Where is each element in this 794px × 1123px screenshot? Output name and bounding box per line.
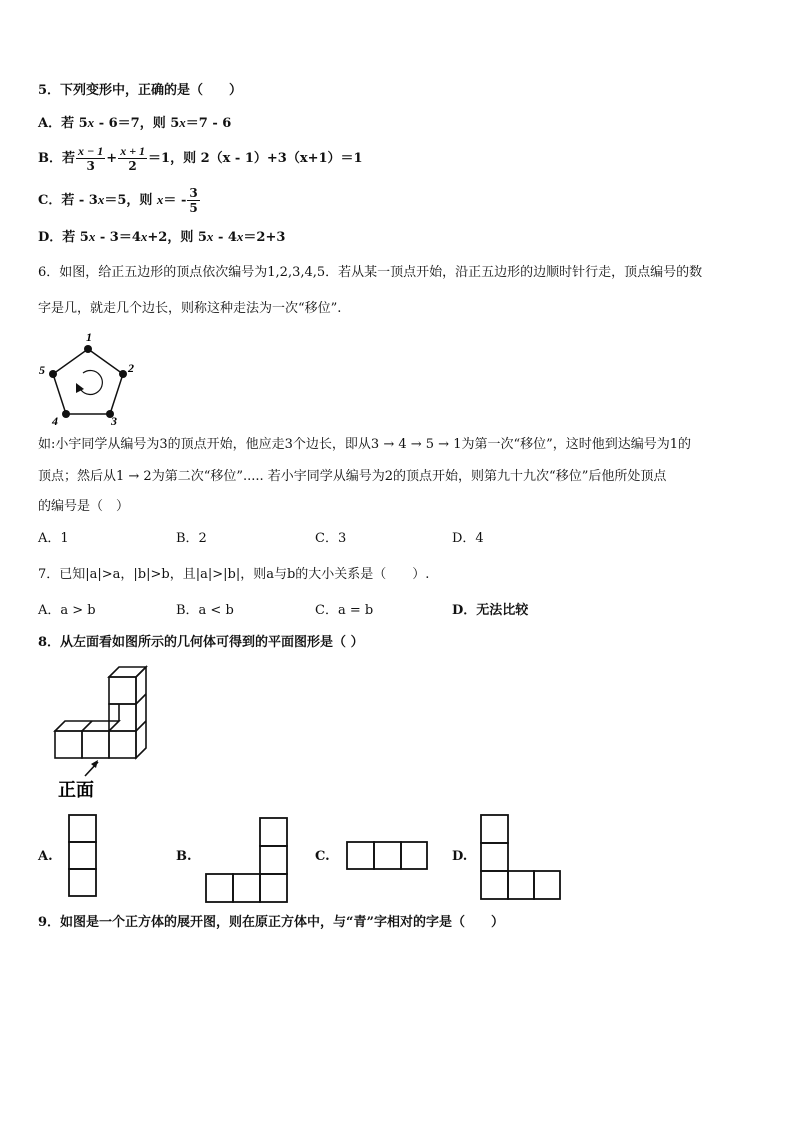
fraction: $\frac{3}{5}$ [189,186,198,215]
vertex-label-5: 5 [39,363,45,377]
q8-option-b-label[interactable]: B. [176,849,192,864]
vertex-label-2: 2 [128,361,134,375]
fraction: $\frac{x + 1}{2}$ [120,144,146,173]
q5-option-d[interactable]: D．若 5x - 3＝4x+2，则 5x - 4x＝2+3 [38,229,286,245]
q8-option-a-label[interactable]: A. [38,849,53,864]
front-label: 正面 [58,780,94,801]
q8-stem: 8．从左面看如图所示的几何体可得到的平面图形是（ ） [38,635,364,650]
q6-option-b[interactable]: B．2 [176,531,207,546]
q5-option-b[interactable]: B．若 $\frac{x - 1}{3}$ + $\frac{x + 1}{2}$ ＝1，则 2（x - 1）+3（x+1）＝1 [38,144,363,173]
q7-option-d[interactable]: D．无法比较 [452,603,529,618]
vertex-label-4: 4 [52,414,58,428]
fraction: $\frac{x - 1}{3}$ [78,144,104,173]
q6-option-a[interactable]: A．1 [38,531,69,546]
q7-option-c[interactable]: C．a = b [315,603,374,618]
q5-option-a[interactable]: A．若 5x - 6＝7，则 5x＝7 - 6 [38,115,232,131]
q6-stem-line1: 6．如图，给正五边形的顶点依次编号为1,2,3,4,5．若从某一顶点开始，沿正五边形的边顺时针行走，顶点编号的数 [38,265,703,280]
q6-option-c[interactable]: C．3 [315,531,347,546]
q8-option-d-label[interactable]: D. [452,849,468,864]
q8-option-c-label[interactable]: C. [315,849,330,864]
q7-option-a[interactable]: A．a > b [38,603,96,618]
q6-example-line3: 的编号是（ ） [38,499,130,514]
q6-stem-line2: 字是几，就走几个边长，则称这种走法为一次“移位”. [38,301,342,316]
q5-option-c[interactable]: C．若 - 3x＝5，则 x＝ - $\frac{3}{5}$ [38,186,198,215]
q7-stem: 7．已知|a|>a，|b|>b，且|a|>|b|，则a与b的大小关系是（ ）. [38,567,430,582]
q7-option-b[interactable]: B．a < b [176,603,234,618]
q6-option-d[interactable]: D．4 [452,531,484,546]
q5-stem: 5．下列变形中，正确的是（ ） [38,83,243,98]
vertex-label-1: 1 [86,330,92,344]
q6-example-line1: 如:小宇同学从编号为3的顶点开始，他应走3个边长，即从3 → 4 → 5 → 1为第一次“移位”，这时他到达编号为1的 [38,437,692,452]
q6-example-line2: 顶点；然后从1 → 2为第二次“移位”..... 若小宇同学从编号为2的顶点开始，则第九十九次“移位”后他所处顶点 [38,469,667,484]
q9-stem: 9．如图是一个正方体的展开图，则在原正方体中，与“青”字相对的字是（ ） [38,915,505,930]
vertex-label-3: 3 [111,414,117,428]
